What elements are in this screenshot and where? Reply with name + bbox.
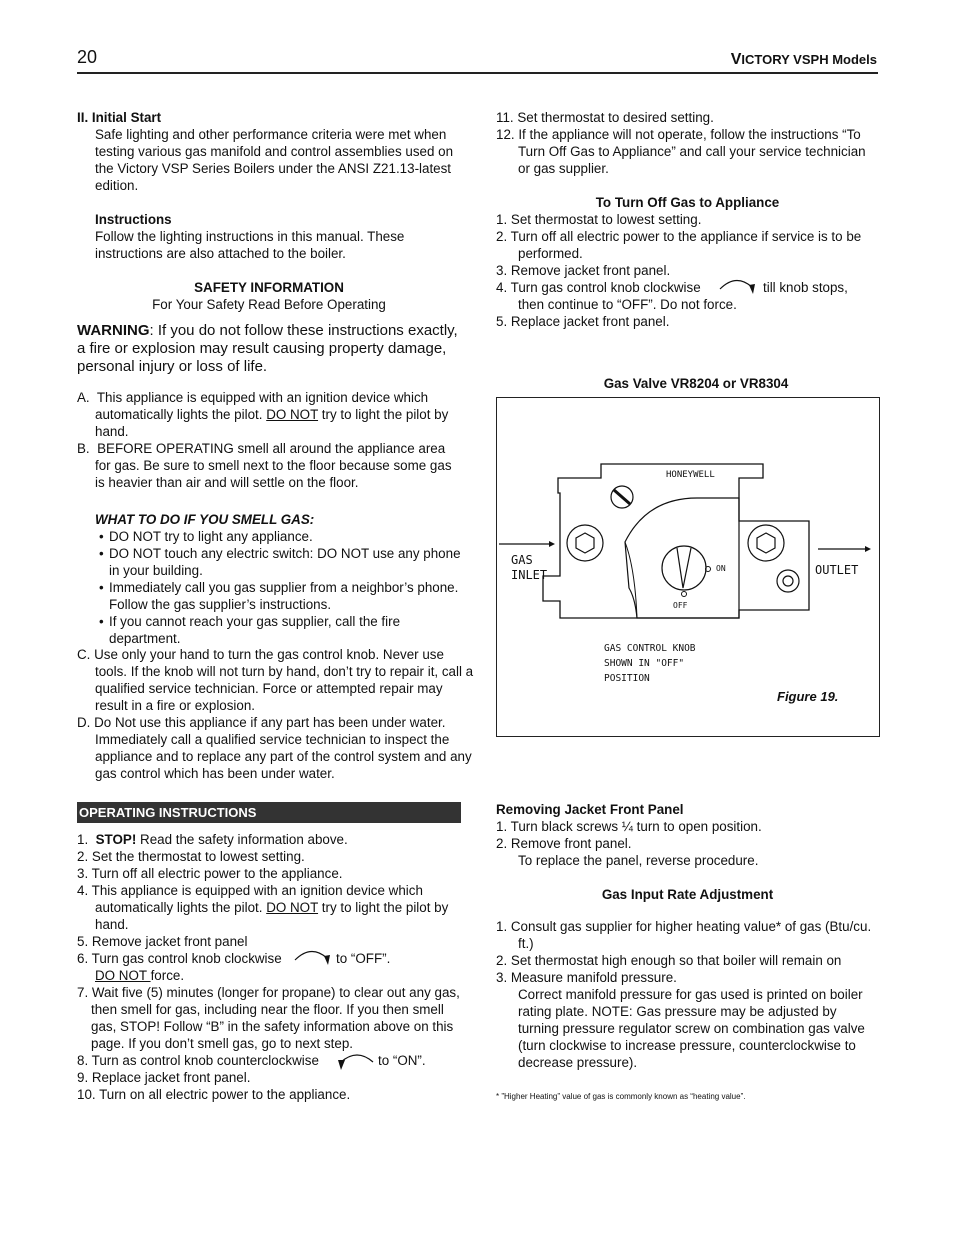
safety-heading: SAFETY INFORMATION (194, 280, 344, 295)
initial-start-heading: II. Initial Start (77, 110, 162, 125)
header-rule (77, 72, 878, 74)
instructions-body: Follow the lighting instructions in this manual. These instructions are also attached to the boiler. (95, 229, 405, 261)
turn-off-step-4: 4. Turn gas control knob clockwise till knob stops, (496, 279, 879, 296)
turn-off-step-2: 2. Turn off all electric power to the appliance if service is to be performed. (496, 229, 862, 261)
safety-subheading: For Your Safety Read Before Operating (152, 297, 386, 312)
op-step-7: 7. Wait five (5) minutes (longer for propane) to clear out any gas, then smell for gas, including near the floor. If you then smell gas, STOP! Follow “B” in the safety information above on this page. If you don’t smell gas, go to next step. (77, 985, 460, 1051)
turn-off-step-5: 5. Replace jacket front panel. (496, 314, 670, 329)
turn-off-step-1: 1. Set thermostat to lowest setting. (496, 212, 702, 227)
operating-instructions-heading: OPERATING INSTRUCTIONS (77, 802, 461, 823)
clockwise-arrow-icon (291, 944, 333, 970)
figure-title: Gas Valve VR8204 or VR8304 (603, 376, 789, 391)
bullet-item: • If you cannot reach your gas supplier, call the fire department. (77, 613, 461, 647)
gas-input-step-1: 1. Consult gas supplier for higher heating value* of gas (Btu/cu. ft.) (496, 919, 872, 951)
on-label: ON (716, 564, 726, 573)
op-step-6-note: DO NOT force. (95, 968, 185, 983)
instructions-heading: Instructions (95, 212, 172, 227)
safety-section (77, 279, 461, 313)
bullet-item: • Immediately call you gas supplier from a neighbor’s phone. Follow the gas supplier’s instructions. (77, 579, 461, 613)
op-step-6: 6. Turn gas control knob clockwise to “OFF”. (77, 950, 461, 967)
operating-steps (77, 831, 461, 1103)
gas-input-steps (496, 918, 879, 1071)
removing-section (496, 801, 879, 869)
gas-input-step-3b: Correct manifold pressure for gas used is printed on boiler rating plate. NOTE: Gas pressure may be adjusted by turning pressure regulator screw on combination gas valve (turn clockwise to increase pressure, counterclockwise to decrease pressure). (518, 987, 865, 1070)
op-step-8: 8. Turn as control knob counterclockwise to “ON”. (77, 1052, 461, 1069)
instructions-section (77, 211, 461, 262)
removing-heading: Removing Jacket Front Panel (496, 802, 684, 817)
off-label: OFF (673, 601, 688, 610)
turn-off-heading: To Turn Off Gas to Appliance (595, 195, 780, 210)
bullet-item: • DO NOT try to light any appliance. (77, 528, 461, 545)
clockwise-arrow-icon (716, 273, 758, 299)
item-b: B. BEFORE OPERATING smell all around the appliance area for gas. Be sure to smell next to the floor because some gas is heavier than air and will settle on the floor. (77, 441, 452, 490)
removing-step-2: 2. Remove front panel. (496, 836, 632, 851)
op-step-1: 1. STOP! Read the safety information above. (77, 832, 348, 847)
item-c: C. Use only your hand to turn the gas control knob. Never use tools. If the knob will not turn by hand, don’t try to repair it, call a qualified service technician. Force or attempted repair may result in a fire or explosion. (77, 647, 474, 713)
op-step-3: 3. Turn off all electric power to the appliance. (77, 866, 343, 881)
warning-text: : If you do not follow these instructions exactly, a fire or explosion may result causing property damage, personal injury or loss of life. (77, 322, 458, 375)
step-11: 11. Set thermostat to desired setting. (496, 110, 714, 125)
turn-off-step-3: 3. Remove jacket front panel. (496, 263, 671, 278)
turn-off-section (496, 194, 879, 330)
footnote: * ”Higher Heating” value of gas is commonly known as “heating value”. (496, 1092, 746, 1101)
smell-gas-heading: WHAT TO DO IF YOU SMELL GAS: (95, 512, 315, 527)
counterclockwise-arrow-icon (335, 1048, 377, 1074)
gas-input-step-3: 3. Measure manifold pressure. (496, 970, 677, 985)
op-step-2: 2. Set the thermostat to lowest setting. (77, 849, 305, 864)
step-12: 12. If the appliance will not operate, follow the instructions “To Turn Off Gas to Appliance” and call your service technician or gas supplier. (496, 127, 866, 176)
op-step-5: 5. Remove jacket front panel (77, 934, 248, 949)
initial-start-section (77, 109, 461, 194)
warning-paragraph (77, 322, 461, 376)
turn-off-step-4-cont: then continue to “OFF”. Do not force. (518, 297, 737, 312)
bullet-item: • DO NOT touch any electric switch: DO NOT use any phone in your building. (77, 545, 461, 579)
outlet-label: OUTLET (815, 563, 859, 577)
removing-step-2b: To replace the panel, reverse procedure. (518, 853, 759, 868)
gas-valve-figure (496, 397, 880, 737)
brand-label: HONEYWELL (666, 470, 715, 480)
removing-step-1: 1. Turn black screws ¼ turn to open position. (496, 819, 762, 834)
gas-inlet-label: GAS INLET (511, 553, 548, 582)
running-title: VICTORY VSPH Models (730, 51, 877, 68)
warning-label: WARNING (77, 322, 150, 339)
smell-gas-section (77, 511, 461, 647)
gas-input-step-2: 2. Set thermostat high enough so that boiler will remain on (496, 953, 842, 968)
op-step-4: 4. This appliance is equipped with an ignition device which automatically lights the pilot. DO NOT try to light the pilot by hand. (77, 883, 449, 932)
knob-note: GAS CONTROL KNOB SHOWN IN "OFF" POSITION (604, 643, 696, 684)
initial-start-body: Safe lighting and other performance criteria were met when testing various gas manifold and control assemblies used on the Victory VSP Series Boilers under the ANSI Z21.13-latest edition. (95, 127, 454, 193)
item-a: A. This appliance is equipped with an ignition device which automatically lights the pilot. DO NOT try to light the pilot by hand. (77, 390, 449, 439)
op-step-9: 9. Replace jacket front panel. (77, 1070, 251, 1085)
page-number: 20 (77, 47, 98, 67)
gas-input-heading: Gas Input Rate Adjustment (601, 887, 774, 902)
figure-caption: Figure 19. (777, 689, 839, 704)
op-step-10: 10. Turn on all electric power to the appliance. (77, 1087, 351, 1102)
items-ab (77, 389, 461, 491)
item-d: D. Do Not use this appliance if any part has been under water. Immediately call a qualified service technician to inspect the appliance and to replace any part of the control system and any gas control which has been under water. (77, 715, 472, 781)
right-top-steps (496, 109, 879, 177)
